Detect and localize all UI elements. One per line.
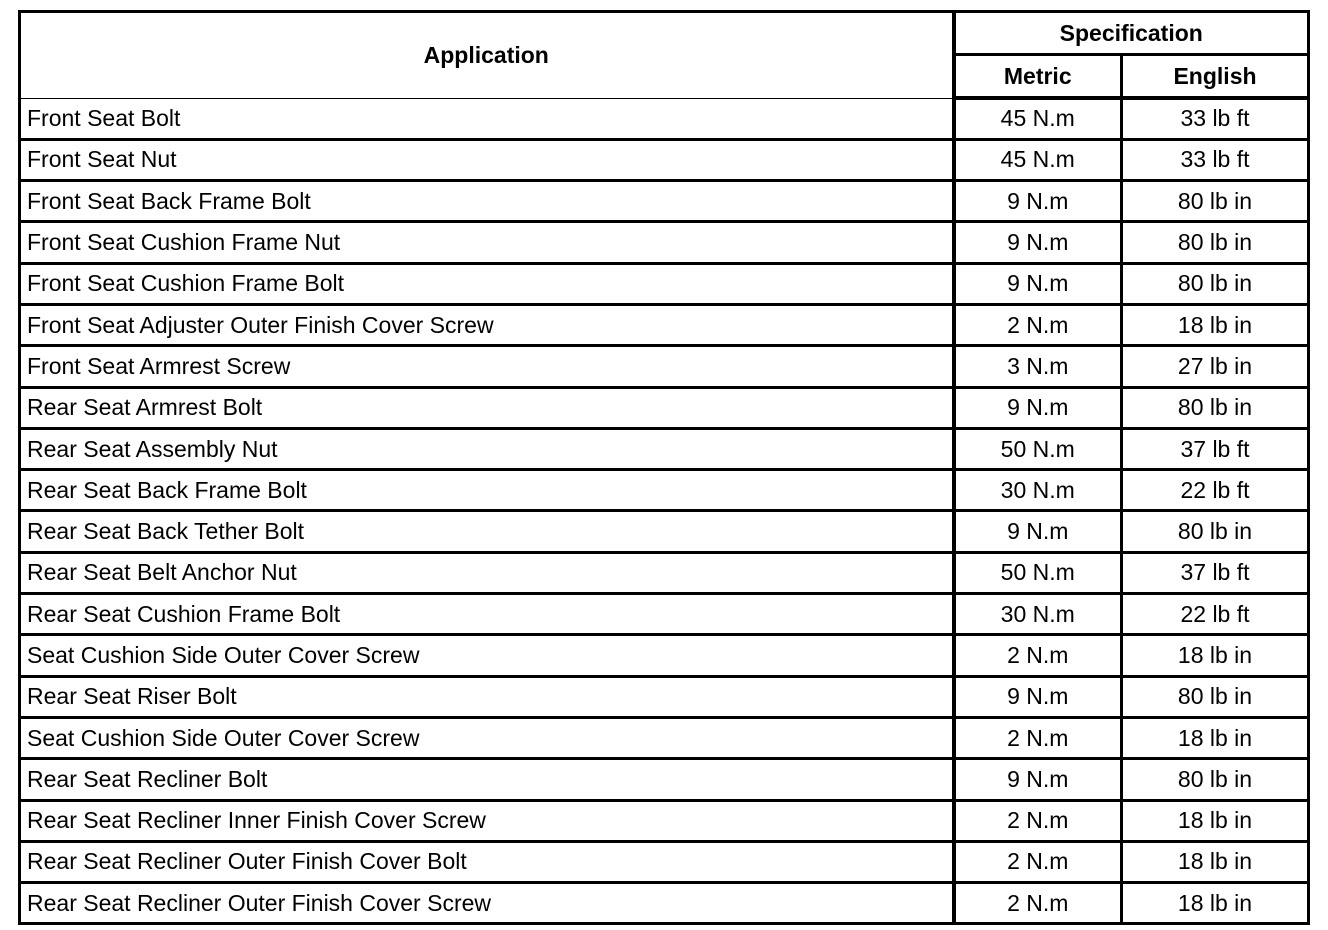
metric-cell: 2 N.m (954, 304, 1122, 345)
torque-spec-table (18, 10, 1310, 925)
table-row (20, 759, 1309, 800)
table-row (20, 594, 1309, 635)
table-row (20, 428, 1309, 469)
metric-column-header: Metric (954, 55, 1122, 99)
application-cell: Seat Cushion Side Outer Cover Screw (20, 635, 954, 676)
metric-cell: 2 N.m (954, 841, 1122, 882)
table-row (20, 139, 1309, 180)
english-cell: 33 lb ft (1122, 98, 1309, 139)
english-cell: 37 lb ft (1122, 428, 1309, 469)
table-row (20, 387, 1309, 428)
table-row (20, 263, 1309, 304)
table-body (20, 98, 1309, 924)
english-cell: 80 lb in (1122, 263, 1309, 304)
application-cell: Seat Cushion Side Outer Cover Screw (20, 717, 954, 758)
english-cell: 22 lb ft (1122, 470, 1309, 511)
table-row (20, 800, 1309, 841)
english-cell: 18 lb in (1122, 304, 1309, 345)
metric-cell: 30 N.m (954, 470, 1122, 511)
table-row (20, 717, 1309, 758)
english-cell: 33 lb ft (1122, 139, 1309, 180)
header-row-top (20, 12, 1309, 55)
english-cell: 18 lb in (1122, 883, 1309, 924)
application-cell: Rear Seat Recliner Inner Finish Cover Screw (20, 800, 954, 841)
metric-cell: 2 N.m (954, 800, 1122, 841)
application-cell: Rear Seat Recliner Outer Finish Cover Bolt (20, 841, 954, 882)
application-cell: Front Seat Back Frame Bolt (20, 181, 954, 222)
english-cell: 18 lb in (1122, 800, 1309, 841)
metric-cell: 3 N.m (954, 346, 1122, 387)
metric-cell: 45 N.m (954, 98, 1122, 139)
metric-cell: 9 N.m (954, 511, 1122, 552)
english-cell: 18 lb in (1122, 841, 1309, 882)
table-row (20, 470, 1309, 511)
table-row (20, 883, 1309, 924)
application-cell: Rear Seat Back Frame Bolt (20, 470, 954, 511)
metric-cell: 9 N.m (954, 181, 1122, 222)
metric-cell: 30 N.m (954, 594, 1122, 635)
table-row (20, 552, 1309, 593)
english-cell: 37 lb ft (1122, 552, 1309, 593)
application-cell: Rear Seat Armrest Bolt (20, 387, 954, 428)
application-cell: Rear Seat Recliner Bolt (20, 759, 954, 800)
metric-cell: 45 N.m (954, 139, 1122, 180)
english-cell: 18 lb in (1122, 635, 1309, 676)
metric-cell: 2 N.m (954, 717, 1122, 758)
application-cell: Front Seat Cushion Frame Bolt (20, 263, 954, 304)
english-cell: 80 lb in (1122, 387, 1309, 428)
metric-cell: 50 N.m (954, 428, 1122, 469)
metric-cell: 9 N.m (954, 387, 1122, 428)
english-cell: 80 lb in (1122, 181, 1309, 222)
table-row (20, 304, 1309, 345)
table-header (20, 12, 1309, 99)
application-cell: Front Seat Nut (20, 139, 954, 180)
application-cell: Rear Seat Cushion Frame Bolt (20, 594, 954, 635)
application-cell: Rear Seat Back Tether Bolt (20, 511, 954, 552)
metric-cell: 9 N.m (954, 263, 1122, 304)
application-cell: Front Seat Cushion Frame Nut (20, 222, 954, 263)
table-row (20, 635, 1309, 676)
english-cell: 80 lb in (1122, 222, 1309, 263)
application-cell: Rear Seat Recliner Outer Finish Cover Screw (20, 883, 954, 924)
application-cell: Rear Seat Riser Bolt (20, 676, 954, 717)
application-cell: Front Seat Adjuster Outer Finish Cover Screw (20, 304, 954, 345)
english-cell: 22 lb ft (1122, 594, 1309, 635)
english-cell: 18 lb in (1122, 717, 1309, 758)
table-row (20, 841, 1309, 882)
specification-group-header: Specification (954, 12, 1309, 55)
application-column-header: Application (20, 12, 954, 99)
table-row (20, 511, 1309, 552)
application-cell: Rear Seat Belt Anchor Nut (20, 552, 954, 593)
application-cell: Rear Seat Assembly Nut (20, 428, 954, 469)
metric-cell: 9 N.m (954, 759, 1122, 800)
english-cell: 80 lb in (1122, 676, 1309, 717)
english-cell: 27 lb in (1122, 346, 1309, 387)
application-cell: Front Seat Bolt (20, 98, 954, 139)
table-row (20, 222, 1309, 263)
metric-cell: 2 N.m (954, 635, 1122, 676)
english-column-header: English (1122, 55, 1309, 99)
english-cell: 80 lb in (1122, 759, 1309, 800)
metric-cell: 2 N.m (954, 883, 1122, 924)
metric-cell: 9 N.m (954, 222, 1122, 263)
application-cell: Front Seat Armrest Screw (20, 346, 954, 387)
table-row (20, 181, 1309, 222)
english-cell: 80 lb in (1122, 511, 1309, 552)
table-row (20, 98, 1309, 139)
metric-cell: 50 N.m (954, 552, 1122, 593)
table-row (20, 346, 1309, 387)
table-row (20, 676, 1309, 717)
metric-cell: 9 N.m (954, 676, 1122, 717)
